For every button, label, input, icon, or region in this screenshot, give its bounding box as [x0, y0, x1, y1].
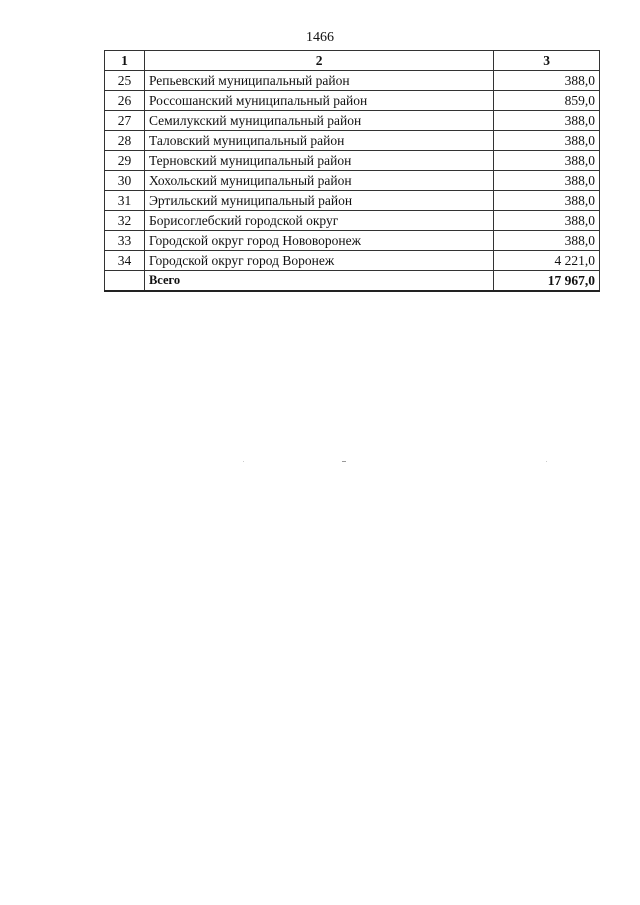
- total-value: 17 967,0: [494, 271, 600, 292]
- scan-artifact-dot: [243, 461, 244, 462]
- table-body: [105, 71, 600, 292]
- header-row: [105, 51, 600, 71]
- row-value: 388,0: [494, 231, 600, 251]
- row-number: 26: [105, 91, 145, 111]
- row-number: 31: [105, 191, 145, 211]
- table-row: [105, 111, 600, 131]
- row-number: 29: [105, 151, 145, 171]
- table-row: [105, 171, 600, 191]
- header-col-3: 3: [494, 51, 600, 71]
- table-row: [105, 151, 600, 171]
- header-col-2: 2: [144, 51, 493, 71]
- scan-artifact-dot: [546, 461, 547, 462]
- table-row: [105, 211, 600, 231]
- total-row: [105, 271, 600, 292]
- header-col-1: 1: [105, 51, 145, 71]
- row-number: 25: [105, 71, 145, 91]
- row-value: 388,0: [494, 71, 600, 91]
- row-name: Россошанский муниципальный район: [144, 91, 493, 111]
- row-name: Таловский муниципальный район: [144, 131, 493, 151]
- table-row: [105, 251, 600, 271]
- table-row: [105, 131, 600, 151]
- row-name: Эртильский муниципальный район: [144, 191, 493, 211]
- row-value: 388,0: [494, 111, 600, 131]
- scan-artifact-mark: [342, 461, 346, 462]
- row-value: 388,0: [494, 211, 600, 231]
- table-row: [105, 91, 600, 111]
- row-number: 33: [105, 231, 145, 251]
- row-number: 34: [105, 251, 145, 271]
- row-name: Борисоглебский городской округ: [144, 211, 493, 231]
- table-header: [105, 51, 600, 71]
- total-number: [105, 271, 145, 292]
- allocation-table: [104, 50, 600, 292]
- row-name: Хохольский муниципальный район: [144, 171, 493, 191]
- row-name: Терновский муниципальный район: [144, 151, 493, 171]
- row-value: 388,0: [494, 191, 600, 211]
- table-row: [105, 191, 600, 211]
- row-number: 32: [105, 211, 145, 231]
- row-name: Семилукский муниципальный район: [144, 111, 493, 131]
- row-name: Репьевский муниципальный район: [144, 71, 493, 91]
- row-number: 28: [105, 131, 145, 151]
- total-label: Всего: [144, 271, 493, 292]
- page-number: 1466: [306, 30, 334, 45]
- row-name: Городской округ город Воронеж: [144, 251, 493, 271]
- row-name: Городской округ город Нововоронеж: [144, 231, 493, 251]
- row-value: 4 221,0: [494, 251, 600, 271]
- row-value: 388,0: [494, 171, 600, 191]
- table-row: [105, 71, 600, 91]
- row-number: 27: [105, 111, 145, 131]
- row-value: 388,0: [494, 131, 600, 151]
- row-number: 30: [105, 171, 145, 191]
- row-value: 859,0: [494, 91, 600, 111]
- row-value: 388,0: [494, 151, 600, 171]
- table-row: [105, 231, 600, 251]
